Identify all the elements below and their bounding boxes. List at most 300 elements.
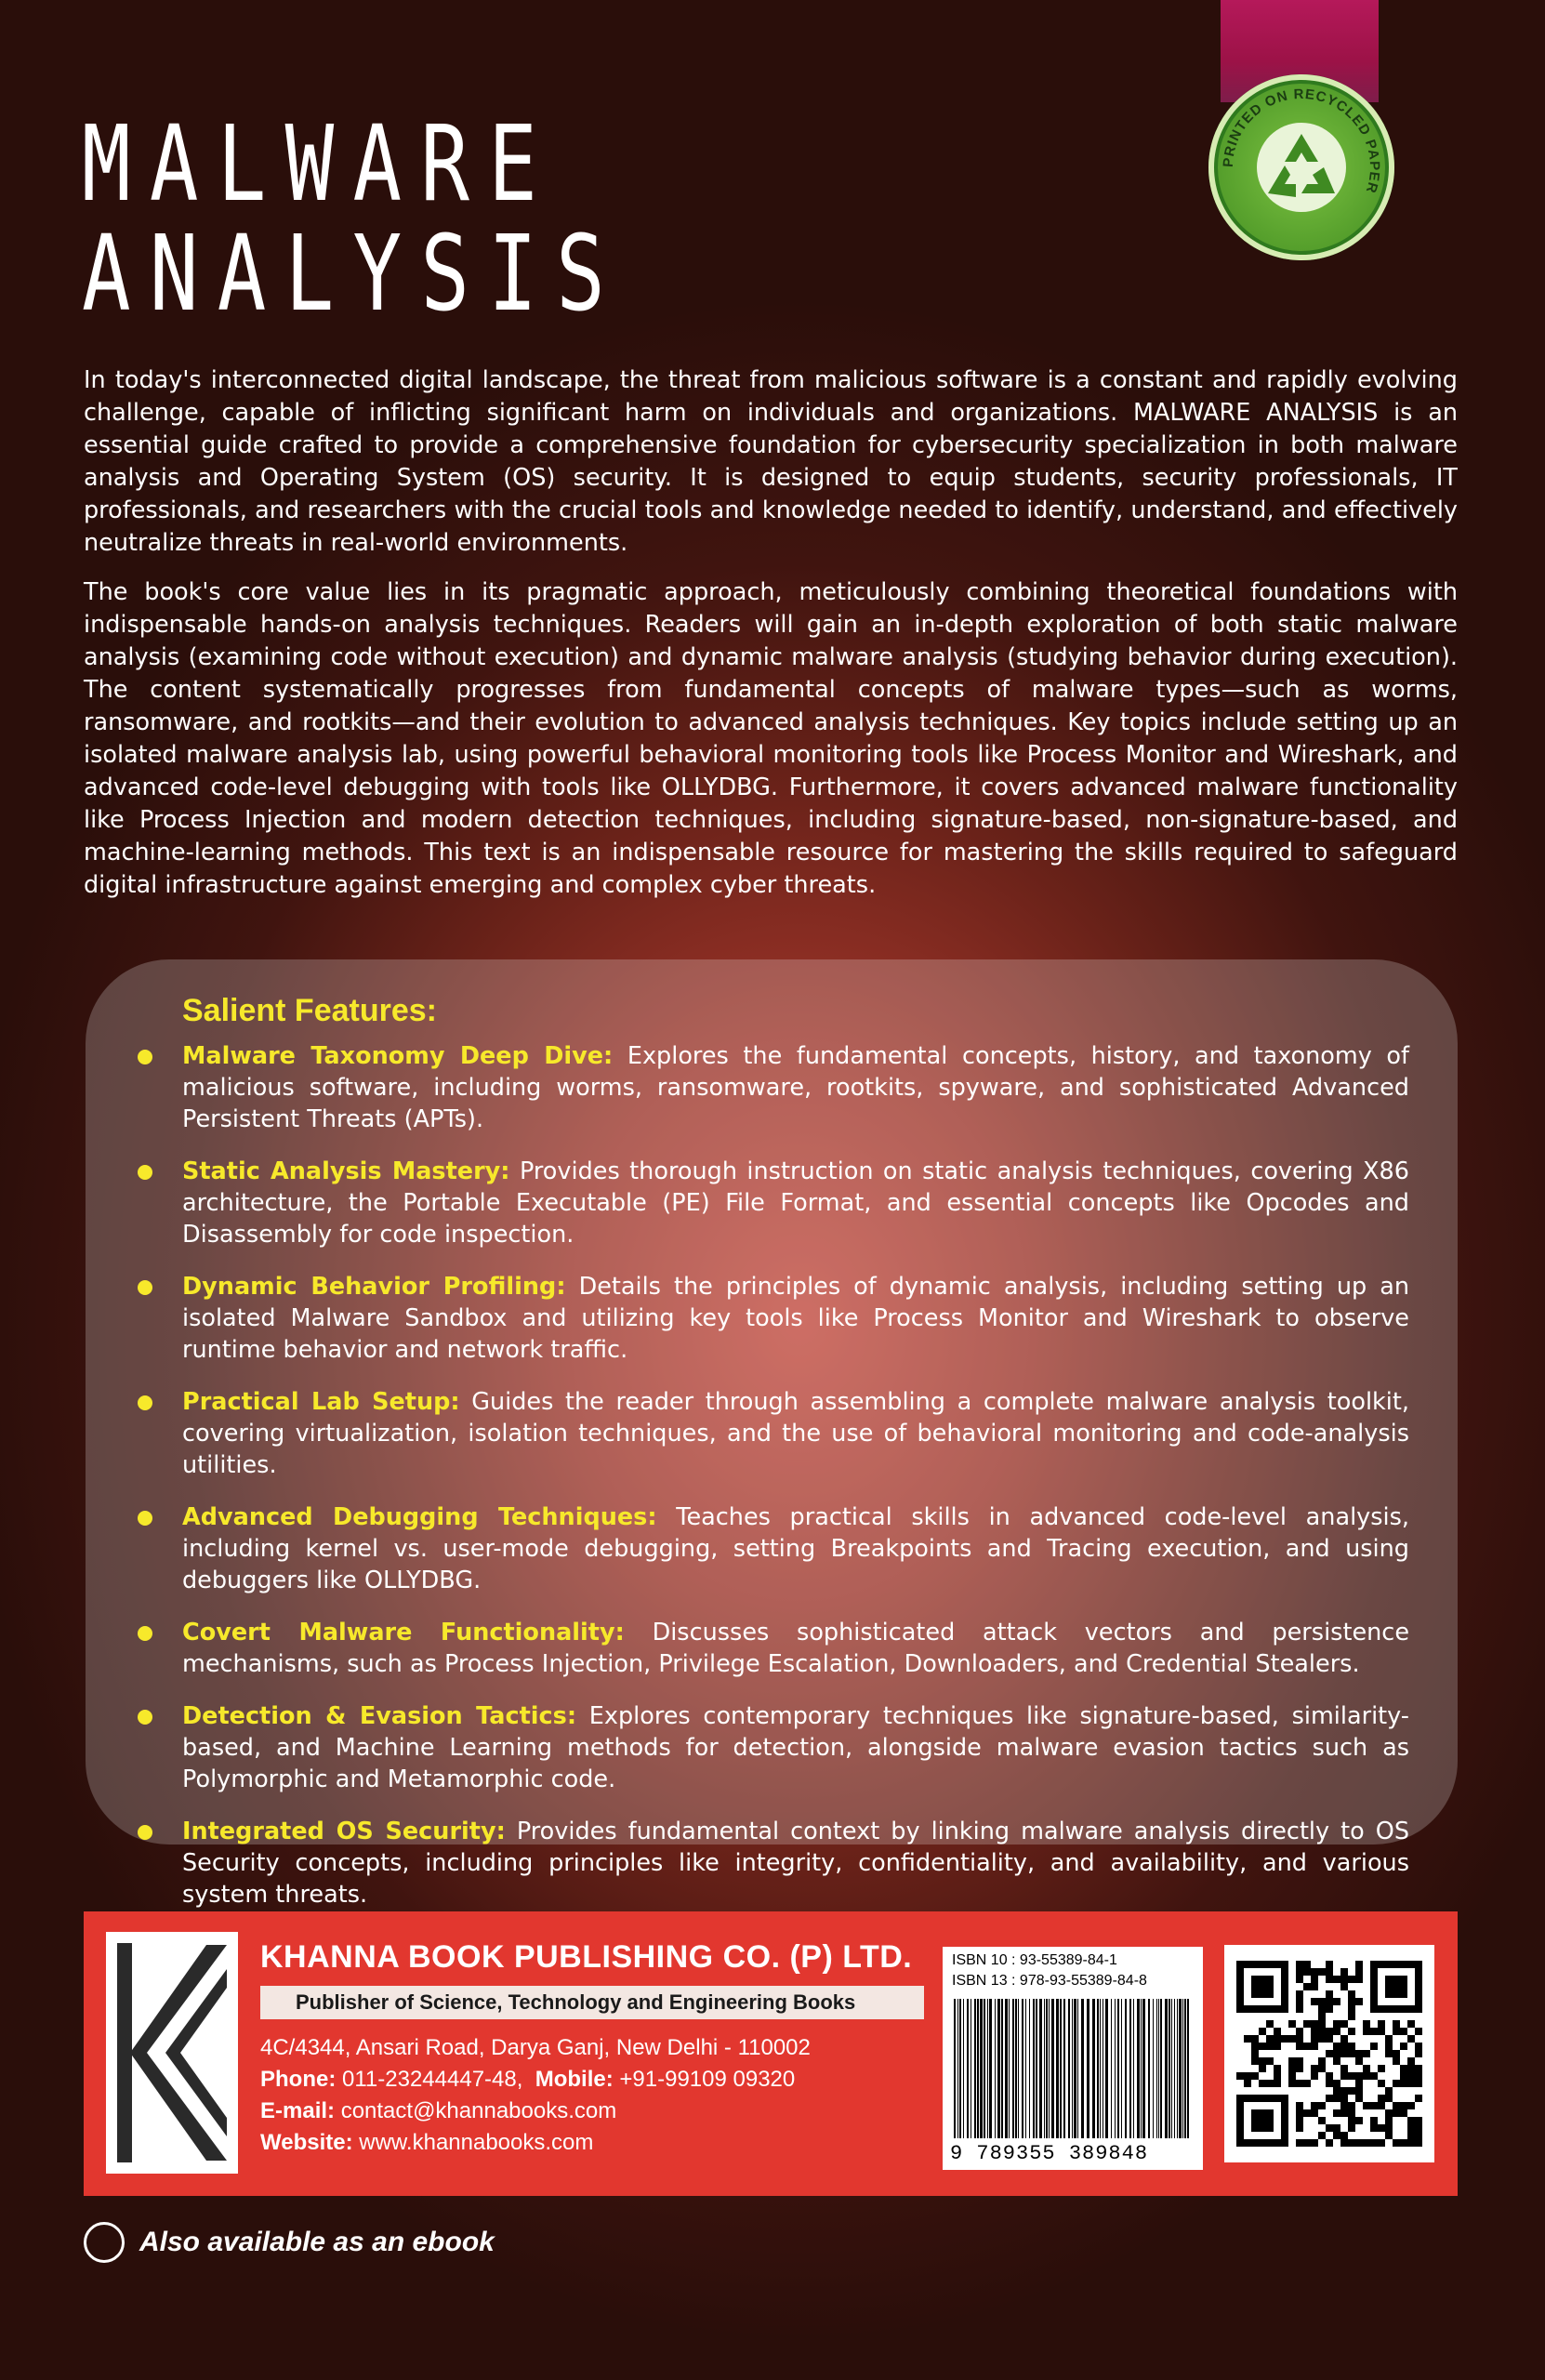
- qr-module: [1340, 2109, 1348, 2117]
- qr-module: [1296, 2139, 1303, 2147]
- barcode-bar: [1097, 1999, 1099, 2138]
- qr-module: [1385, 2035, 1393, 2043]
- barcode-bar: [1015, 1999, 1017, 2138]
- bullet-icon: [138, 1511, 152, 1526]
- feature-title: Malware Taxonomy Deep Dive:: [182, 1042, 614, 1070]
- qr-module: [1355, 2080, 1363, 2087]
- qr-module: [1318, 1968, 1326, 1976]
- qr-module: [1400, 2102, 1407, 2109]
- qr-module: [1355, 2095, 1363, 2102]
- qr-module: [1311, 2065, 1318, 2072]
- qr-module: [1355, 2050, 1363, 2057]
- qr-module: [1296, 1976, 1303, 1983]
- qr-module: [1407, 2035, 1415, 2043]
- qr-module: [1326, 1968, 1333, 1976]
- description-paragraph-2: The book's core value lies in its pragmatic approach, meticulously combining theoretical foundations with indispensable hands-on analysis techniques. Readers will gain an in-depth exploration of both static malware analysis (examining code without execution) and dynamic malware analysis (studying behavior during execution). The content systematically progresses from fundamental concepts of malware types—such as worms, ransomware, and rootkits—and their evolution to advanced analysis techniques. Key topics include setting up an isolated malware analysis lab, using powerful behavioral monitoring tools like Process Monitor and Wireshark, and advanced code-level debugging with tools like OLLYDBG. Furthermore, it covers advanced malware functionality like Process Injection and modern detection techniques, including signature-based, non-signature-based, and machine-learning methods. This text is an indispensable resource for mastering the skills required to safeguard digital infrastructure against emerging and complex cyber threats.: [84, 578, 1458, 899]
- qr-module: [1288, 2020, 1296, 2028]
- feature-title: Static Analysis Mastery:: [182, 1157, 510, 1185]
- publisher-address: 4C/4344, Ansari Road, Darya Ganj, New Delhi - 110002: [260, 2035, 811, 2060]
- badge-text: PRINTED ON RECYCLED PAPER: [1220, 86, 1383, 196]
- publisher-name: KHANNA BOOK PUBLISHING CO. (P) LTD.: [260, 1939, 913, 1975]
- qr-module: [1311, 1983, 1318, 1990]
- ebook-icon: [84, 2222, 125, 2263]
- qr-module: [1355, 2087, 1363, 2095]
- qr-module: [1296, 1990, 1303, 1998]
- barcode-bar: [1156, 1999, 1157, 2138]
- barcode-bar: [1111, 1999, 1112, 2138]
- bullet-icon: [138, 1165, 152, 1180]
- barcode-bar: [995, 1999, 996, 2138]
- qr-module: [1363, 2028, 1370, 2035]
- qr-module: [1274, 2072, 1281, 2080]
- barcode-bar: [1125, 1999, 1127, 2138]
- qr-module: [1318, 2117, 1326, 2124]
- qr-module: [1340, 2087, 1348, 2095]
- qr-module: [1348, 2124, 1355, 2132]
- barcode: [952, 1999, 1192, 2138]
- qr-module: [1348, 2087, 1355, 2095]
- feature-text: Teaches practical skills in advanced code-level analysis, including kernel vs. user-mode debugging, setting Breakpoints and Tracing execution, and using debuggers like OLLYDBG.: [182, 1503, 1410, 1594]
- qr-module: [1333, 2109, 1340, 2117]
- ebook-note: [84, 2222, 495, 2263]
- qr-module: [1274, 2080, 1281, 2087]
- qr-module: [1355, 1961, 1363, 1968]
- barcode-bar: [1018, 1999, 1019, 2138]
- barcode-bar: [1056, 1999, 1059, 2138]
- barcode-bar: [984, 1999, 985, 2138]
- qr-module: [1400, 2043, 1407, 2050]
- feature-item: [182, 1156, 1409, 1250]
- qr-module: [1355, 1998, 1363, 2005]
- qr-module: [1393, 2020, 1400, 2028]
- qr-code[interactable]: [1224, 1945, 1434, 2162]
- feature-title: Covert Malware Functionality:: [182, 1619, 625, 1646]
- qr-module: [1378, 2124, 1385, 2132]
- qr-module: [1311, 2020, 1318, 2028]
- barcode-bar: [1005, 1999, 1008, 2138]
- qr-module: [1303, 2020, 1311, 2028]
- qr-module: [1355, 1976, 1363, 1983]
- qr-module: [1303, 2080, 1311, 2087]
- barcode-bar: [1182, 1999, 1183, 2138]
- qr-finder: [1251, 2109, 1274, 2132]
- feature-item: [182, 1501, 1409, 1596]
- qr-module: [1311, 1976, 1318, 1983]
- qr-module: [1378, 2065, 1385, 2072]
- bullet-icon: [138, 1710, 152, 1725]
- qr-module: [1340, 2020, 1348, 2028]
- barcode-bar: [974, 1999, 976, 2138]
- bullet-icon: [138, 1395, 152, 1410]
- qr-module: [1318, 2028, 1326, 2035]
- qr-module: [1318, 2102, 1326, 2109]
- qr-module: [1355, 2057, 1363, 2065]
- qr-module: [1407, 2102, 1415, 2109]
- qr-module: [1326, 1998, 1333, 2005]
- qr-module: [1251, 2035, 1259, 2043]
- qr-module: [1385, 2095, 1393, 2102]
- qr-module: [1318, 1998, 1326, 2005]
- qr-module: [1296, 2117, 1303, 2124]
- feature-text: Provides fundamental context by linking malware analysis directly to OS Security concepts, including principles like integrity, confidentiality, and availability, and various system threats.: [182, 1818, 1410, 1909]
- barcode-bar: [980, 1999, 983, 2138]
- qr-code-icon: [1224, 1945, 1434, 2162]
- book-title: [82, 104, 625, 335]
- barcode-bar: [1036, 1999, 1037, 2138]
- barcode-bar: [1160, 1999, 1162, 2138]
- qr-module: [1348, 2139, 1355, 2147]
- qr-module: [1274, 2065, 1281, 2072]
- barcode-bar: [1012, 1999, 1014, 2138]
- qr-module: [1378, 2080, 1385, 2087]
- barcode-bar: [1148, 1999, 1150, 2138]
- barcode-bar: [1046, 1999, 1048, 2138]
- qr-module: [1415, 2028, 1422, 2035]
- qr-module: [1370, 2117, 1378, 2124]
- qr-module: [1340, 2072, 1348, 2080]
- qr-module: [1407, 2020, 1415, 2028]
- recycle-icon: [1208, 74, 1394, 260]
- phone-label: Phone:: [260, 2067, 337, 2092]
- barcode-bar: [1165, 1999, 1168, 2138]
- qr-module: [1400, 2109, 1407, 2117]
- barcode-bar: [1060, 1999, 1062, 2138]
- qr-module: [1415, 2117, 1422, 2124]
- qr-module: [1259, 2043, 1266, 2050]
- qr-module: [1407, 2124, 1415, 2132]
- recycled-paper-badge: [1208, 74, 1394, 260]
- qr-module: [1311, 2028, 1318, 2035]
- qr-module: [1296, 2028, 1303, 2035]
- qr-module: [1378, 2028, 1385, 2035]
- phone-line: [260, 2064, 811, 2096]
- website-link[interactable]: www.khannabooks.com: [359, 2130, 594, 2155]
- qr-module: [1288, 2035, 1296, 2043]
- qr-module: [1303, 1961, 1311, 1968]
- qr-module: [1378, 2095, 1385, 2102]
- qr-module: [1393, 2109, 1400, 2117]
- qr-module: [1274, 2035, 1281, 2043]
- barcode-bar: [1169, 1999, 1170, 2138]
- qr-module: [1274, 2028, 1281, 2035]
- qr-module: [1363, 2139, 1370, 2147]
- qr-module: [1370, 2102, 1378, 2109]
- qr-module: [1333, 1976, 1340, 1983]
- qr-module: [1333, 2057, 1340, 2065]
- ebook-text: Also available as an ebook: [139, 2227, 495, 2257]
- qr-module: [1415, 2072, 1422, 2080]
- qr-module: [1415, 2080, 1422, 2087]
- qr-module: [1236, 2072, 1244, 2080]
- qr-module: [1303, 2139, 1311, 2147]
- qr-module: [1318, 2013, 1326, 2020]
- qr-module: [1296, 2102, 1303, 2109]
- qr-module: [1348, 1976, 1355, 1983]
- qr-module: [1340, 2102, 1348, 2109]
- k-logo-icon: [106, 1932, 238, 2174]
- qr-module: [1415, 2132, 1422, 2139]
- qr-module: [1355, 2117, 1363, 2124]
- qr-module: [1251, 2057, 1259, 2065]
- barcode-bar: [1174, 1999, 1175, 2138]
- barcode-bar: [1177, 1999, 1178, 2138]
- phone-number: 011-23244447-48,: [342, 2067, 523, 2092]
- qr-module: [1348, 2109, 1355, 2117]
- qr-module: [1311, 2072, 1318, 2080]
- qr-module: [1326, 1976, 1333, 1983]
- barcode-bar: [1001, 1999, 1003, 2138]
- qr-module: [1363, 2050, 1370, 2057]
- website-label: Website:: [260, 2130, 353, 2155]
- barcode-bar: [997, 1999, 1000, 2138]
- qr-module: [1259, 2028, 1266, 2035]
- qr-module: [1318, 2065, 1326, 2072]
- barcode-number: 9 789355 389848: [950, 2142, 1149, 2165]
- qr-module: [1378, 2139, 1385, 2147]
- feature-title: Detection & Evasion Tactics:: [182, 1702, 577, 1730]
- title-line-1: MALWARE: [82, 104, 557, 225]
- qr-module: [1370, 2043, 1378, 2050]
- title-line-2: ANALYSIS: [82, 214, 625, 335]
- description-paragraph-1: In today's interconnected digital landscape, the threat from malicious software is a constant and rapidly evolving challenge, capable of inflicting significant harm on individuals and organizations. MALWARE ANALYSIS is an essential guide crafted to provide a comprehensive foundation for cybersecurity specialization in both malware analysis and Operating System (OS) security. It is designed to equip students, security professionals, IT professionals, and researchers with the crucial tools and knowledge needed to identify, understand, and effectively neutralize threats in real-world environments.: [84, 366, 1458, 557]
- qr-module: [1407, 2132, 1415, 2139]
- qr-module: [1415, 2050, 1422, 2057]
- qr-module: [1288, 2065, 1296, 2072]
- qr-module: [1266, 2043, 1274, 2050]
- barcode-bar: [1129, 1999, 1131, 2138]
- barcode-bar: [967, 1999, 969, 2138]
- qr-module: [1244, 2072, 1251, 2080]
- barcode-bar: [1137, 1999, 1140, 2138]
- qr-module: [1340, 2035, 1348, 2043]
- qr-module: [1296, 2080, 1303, 2087]
- barcode-bar: [1179, 1999, 1182, 2138]
- barcode-bar: [1029, 1999, 1030, 2138]
- barcode-bar: [1158, 1999, 1159, 2138]
- barcode-bar: [1184, 1999, 1186, 2138]
- barcode-bar: [1044, 1999, 1045, 2138]
- qr-module: [1370, 2139, 1378, 2147]
- qr-module: [1296, 2035, 1303, 2043]
- qr-module: [1296, 2043, 1303, 2050]
- qr-module: [1326, 2095, 1333, 2102]
- qr-module: [1407, 2065, 1415, 2072]
- feature-item: [182, 1617, 1409, 1680]
- qr-module: [1400, 2072, 1407, 2080]
- qr-module: [1348, 2043, 1355, 2050]
- qr-module: [1340, 1983, 1348, 1990]
- qr-module: [1311, 2102, 1318, 2109]
- barcode-bar: [1117, 1999, 1119, 2138]
- qr-module: [1311, 1968, 1318, 1976]
- qr-module: [1348, 1998, 1355, 2005]
- isbn10: ISBN 10 : 93-55389-84-1: [952, 1952, 1117, 1968]
- qr-module: [1348, 2028, 1355, 2035]
- qr-module: [1393, 2080, 1400, 2087]
- mobile-number: +91-99109 09320: [619, 2067, 796, 2092]
- barcode-bar: [954, 1999, 956, 2138]
- salient-features-panel: [86, 959, 1458, 1909]
- qr-module: [1266, 2080, 1274, 2087]
- qr-module: [1400, 2028, 1407, 2035]
- qr-module: [1326, 1961, 1333, 1968]
- qr-module: [1333, 2028, 1340, 2035]
- qr-module: [1400, 2080, 1407, 2087]
- qr-module: [1311, 2043, 1318, 2050]
- barcode-bar: [1081, 1999, 1084, 2138]
- qr-module: [1296, 1968, 1303, 1976]
- qr-module: [1348, 2005, 1355, 2013]
- qr-module: [1333, 2043, 1340, 2050]
- qr-module: [1340, 2043, 1348, 2050]
- qr-module: [1311, 2109, 1318, 2117]
- qr-module: [1318, 2057, 1326, 2065]
- qr-module: [1370, 2072, 1378, 2080]
- qr-module: [1303, 1968, 1311, 1976]
- qr-module: [1296, 2065, 1303, 2072]
- qr-module: [1318, 2020, 1326, 2028]
- feature-item: [182, 1700, 1409, 1795]
- bullet-icon: [138, 1280, 152, 1295]
- barcode-bar: [1187, 1999, 1189, 2138]
- publisher-contact: [260, 2032, 811, 2159]
- qr-module: [1318, 2132, 1326, 2139]
- qr-module: [1385, 2087, 1393, 2095]
- qr-module: [1415, 2095, 1422, 2102]
- qr-module: [1333, 2020, 1340, 2028]
- qr-module: [1393, 2050, 1400, 2057]
- qr-module: [1400, 2065, 1407, 2072]
- qr-module: [1274, 2043, 1281, 2050]
- qr-module: [1370, 2028, 1378, 2035]
- qr-module: [1333, 2080, 1340, 2087]
- qr-module: [1385, 2132, 1393, 2139]
- barcode-bar: [1039, 1999, 1042, 2138]
- barcode-bar: [1115, 1999, 1116, 2138]
- qr-module: [1296, 1998, 1303, 2005]
- qr-module: [1326, 2028, 1333, 2035]
- feature-item: [182, 1816, 1409, 1911]
- feature-text: Details the principles of dynamic analysis, including setting up an isolated Malware Sandbox and utilizing key tools like Process Monitor and Wireshark to observe runtime behavior and network traffic.: [182, 1273, 1409, 1364]
- features-heading: Salient Features:: [182, 993, 437, 1028]
- barcode-bar: [1171, 1999, 1172, 2138]
- qr-module: [1393, 2139, 1400, 2147]
- qr-module: [1288, 2072, 1296, 2080]
- qr-module: [1244, 2035, 1251, 2043]
- qr-module: [1303, 2109, 1311, 2117]
- qr-module: [1251, 2050, 1259, 2057]
- qr-module: [1340, 2132, 1348, 2139]
- isbn13: ISBN 13 : 978-93-55389-84-8: [952, 1973, 1147, 1989]
- qr-module: [1363, 2072, 1370, 2080]
- qr-module: [1370, 2124, 1378, 2132]
- qr-module: [1378, 2020, 1385, 2028]
- email-address[interactable]: contact@khannabooks.com: [340, 2098, 617, 2123]
- qr-module: [1288, 2080, 1296, 2087]
- bullet-icon: [138, 1825, 152, 1840]
- qr-module: [1259, 2065, 1266, 2072]
- qr-module: [1296, 2109, 1303, 2117]
- qr-module: [1385, 2117, 1393, 2124]
- qr-module: [1288, 2057, 1296, 2065]
- qr-finder: [1251, 1976, 1274, 1998]
- feature-text: Guides the reader through assembling a complete malware analysis toolkit, covering virtualization, isolation techniques, and the use of behavioral monitoring and code-analysis utilities.: [182, 1388, 1409, 1479]
- barcode-bar: [1077, 1999, 1078, 2138]
- barcode-bar: [1033, 1999, 1035, 2138]
- barcode-bar: [1009, 1999, 1010, 2138]
- qr-module: [1415, 2124, 1422, 2132]
- qr-module: [1340, 2139, 1348, 2147]
- qr-module: [1348, 2102, 1355, 2109]
- barcode-bar: [1105, 1999, 1108, 2138]
- feature-title: Dynamic Behavior Profiling:: [182, 1273, 566, 1301]
- website-line: [260, 2127, 811, 2159]
- publisher-tagline: Publisher of Science, Technology and Engineering Books: [260, 1986, 924, 2019]
- isbn-barcode-box: [943, 1947, 1203, 2170]
- qr-module: [1318, 2005, 1326, 2013]
- qr-module: [1281, 2035, 1288, 2043]
- feature-title: Integrated OS Security:: [182, 1818, 506, 1845]
- qr-module: [1333, 2050, 1340, 2057]
- barcode-bar: [1100, 1999, 1101, 2138]
- qr-module: [1393, 2102, 1400, 2109]
- qr-module: [1333, 2132, 1340, 2139]
- mobile-label: Mobile:: [535, 2067, 614, 2092]
- qr-module: [1333, 2095, 1340, 2102]
- qr-module: [1326, 2080, 1333, 2087]
- qr-module: [1259, 2057, 1266, 2065]
- qr-module: [1340, 1968, 1348, 1976]
- qr-module: [1363, 2065, 1370, 2072]
- qr-module: [1378, 2102, 1385, 2109]
- qr-module: [1311, 1998, 1318, 2005]
- qr-module: [1333, 1998, 1340, 2005]
- qr-module: [1355, 1968, 1363, 1976]
- feature-text: Explores contemporary techniques like signature-based, similarity-based, and Machine Learning methods for detection, alongside malware evasion tactics such as Polymorphic and Metamorphic code.: [182, 1702, 1410, 1793]
- publisher-block: [84, 1911, 1458, 2196]
- qr-module: [1348, 2072, 1355, 2080]
- qr-module: [1385, 2043, 1393, 2050]
- bullet-icon: [138, 1050, 152, 1064]
- qr-module: [1333, 2124, 1340, 2132]
- feature-item: [182, 1386, 1409, 1481]
- barcode-bar: [1063, 1999, 1065, 2138]
- qr-module: [1393, 2057, 1400, 2065]
- barcode-bar: [1068, 1999, 1070, 2138]
- qr-module: [1266, 2020, 1274, 2028]
- barcode-bar: [1051, 1999, 1054, 2138]
- qr-module: [1340, 2050, 1348, 2057]
- qr-module: [1318, 2035, 1326, 2043]
- qr-module: [1415, 2043, 1422, 2050]
- qr-module: [1355, 2139, 1363, 2147]
- qr-module: [1340, 1976, 1348, 1983]
- publisher-logo: [106, 1932, 238, 2174]
- barcode-bar: [977, 1999, 979, 2138]
- qr-module: [1311, 2139, 1318, 2147]
- qr-module: [1348, 2050, 1355, 2057]
- feature-title: Practical Lab Setup:: [182, 1388, 460, 1416]
- feature-text: Explores the fundamental concepts, history, and taxonomy of malicious software, including worms, ransomware, rootkits, spyware, and sophisticated Advanced Persistent Threats (APTs).: [182, 1042, 1410, 1133]
- barcode-bar: [1153, 1999, 1154, 2138]
- barcode-bar: [1072, 1999, 1073, 2138]
- feature-title: Advanced Debugging Techniques:: [182, 1503, 657, 1531]
- barcode-bar: [1141, 1999, 1142, 2138]
- qr-module: [1348, 2117, 1355, 2124]
- barcode-bar: [1022, 1999, 1023, 2138]
- qr-module: [1407, 2072, 1415, 2080]
- qr-module: [1311, 2035, 1318, 2043]
